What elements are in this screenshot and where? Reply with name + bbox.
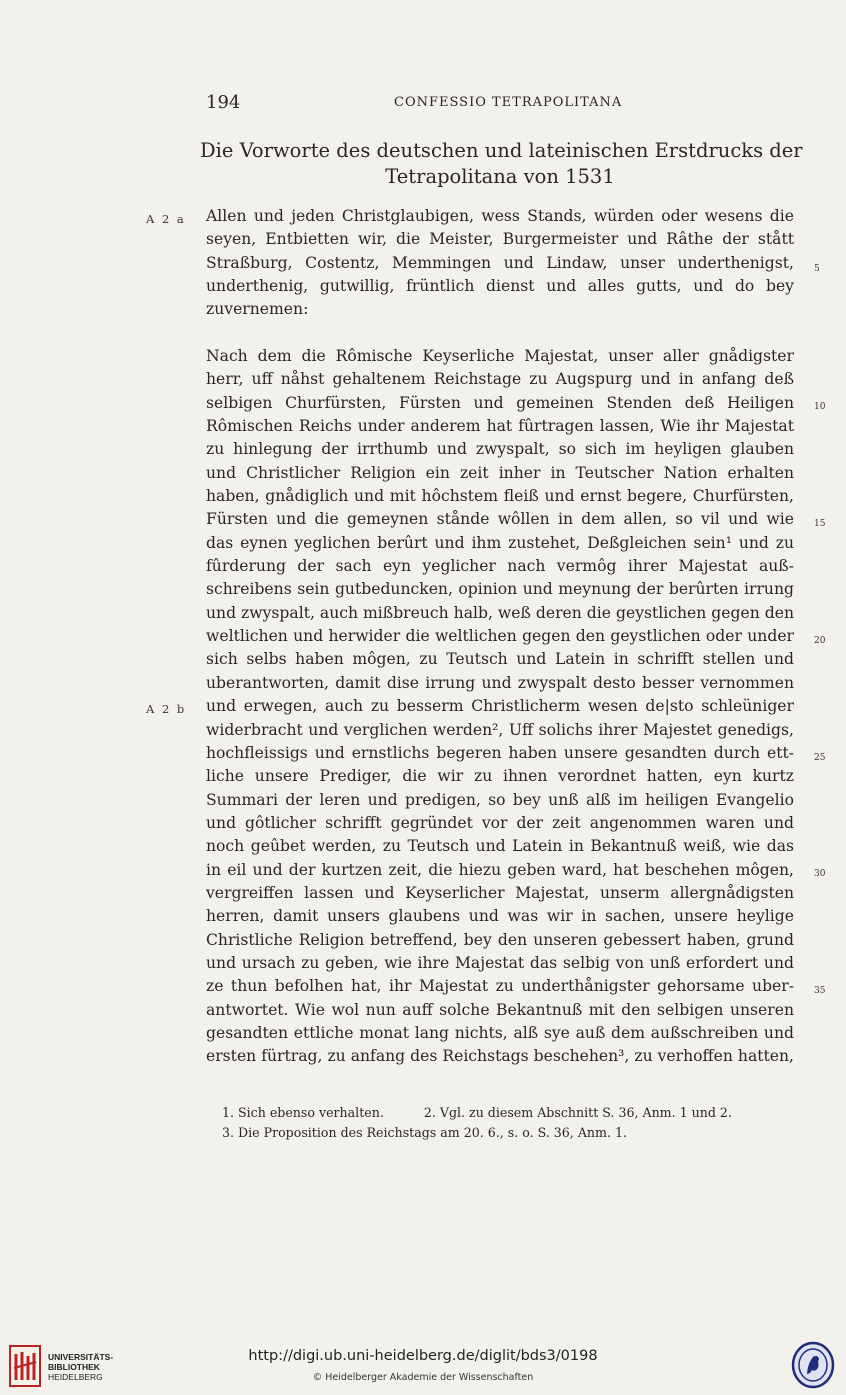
text-line: sich selbs haben môgen, zu Teutsch und Latein in schrifft stellen und: [206, 650, 794, 669]
text-line: und Christlicher Religion ein zeit inher in Teutscher Nation erhalten: [206, 463, 794, 482]
section-title-line-1: Die Vorworte des deutschen und lateinischen Erstdrucks der: [200, 139, 803, 162]
copyright-notice: © Heidelberger Akademie der Wissenschaften: [312, 1372, 534, 1383]
text-line: schreibens sein gutbeduncken, opinion und meynung der berûrten irrung: [206, 580, 794, 599]
line-number-10: 10: [814, 402, 826, 412]
text-line: Nach dem die Rômische Keyserliche Majestat, unser aller gnådigster: [206, 347, 794, 365]
viewer-footer: [0, 1340, 846, 1395]
text-line: noch geûbet werden, zu Teutsch und Latein in Bekantnuß weiß, wie das: [206, 837, 794, 856]
text-line: zuvernemen:: [206, 300, 309, 319]
text-line: herr, uff nåhst gehaltenem Reichstage zu Augspurg und in anfang deß: [206, 370, 794, 389]
text-line: fûrderung der sach eyn yeglicher nach vermôg ihrer Majestat auß-: [206, 557, 794, 576]
section-title-line-2: Tetrapolitana von 1531: [385, 165, 615, 188]
text-line: Straßburg, Costentz, Memmingen und Lindaw, unser underthenigst,: [206, 253, 794, 272]
running-header: [0, 92, 846, 114]
text-line: das eynen yeglichen berûrt und ihm zustehet, Deßgleichen sein¹ und zu: [206, 533, 794, 552]
text-line: Fürsten und die gemeynen stånde wôllen in dem allen, so vil und wie: [206, 510, 794, 529]
footnote-2: 2. Vgl. zu diesem Abschnitt S. 36, Anm. 1 und 2.: [423, 1105, 732, 1120]
margin-label-a2b: A 2 b: [146, 702, 187, 716]
text-line: und zwyspalt, auch mißbreuch halb, weß deren die geystlichen gegen den: [206, 603, 794, 622]
footnote-3: 3. Die Proposition des Reichstags am 20. 6., s. o. S. 36, Anm. 1.: [222, 1125, 627, 1140]
footnotes: [222, 1103, 802, 1143]
margin-label-a2a: A 2 a: [146, 212, 186, 226]
text-line: herren, damit unsers glaubens und was wir in sachen, unsere heylige: [206, 907, 794, 926]
text-line: hochfleissigs und ernstlichs begeren haben unsere gesandten durch ett-: [206, 743, 794, 762]
footnote-line: [222, 1103, 802, 1123]
paragraph-salutation: [206, 205, 794, 322]
footnote-1: 1. Sich ebenso verhalten.: [222, 1105, 384, 1120]
document-url-link[interactable]: http://digi.ub.uni-heidelberg.de/diglit/bds3/0198: [248, 1348, 598, 1364]
line-number-25: 25: [814, 753, 826, 763]
text-line: Summari der leren und predigen, so bey unß alß im heiligen Evangelio: [206, 790, 794, 809]
paragraph-main: [206, 345, 794, 1069]
page-number: 194: [206, 92, 241, 113]
text-line: liche unsere Prediger, die wir zu ihnen verordnet hatten, eyn kurtz: [206, 767, 794, 786]
text-line: Rômischen Reichs under anderem hat fûrtragen lassen, Wie ihr Majestat: [206, 417, 794, 436]
text-line: antwortet. Wie wol nun auff solche Bekantnuß mit den selbigen unseren: [206, 1000, 794, 1019]
text-line: ze thun befolhen hat, ihr Majestat zu underthånigster gehorsame uber-: [206, 977, 794, 996]
text-line: Allen und jeden Christglaubigen, wess Stands, würden oder wesens die: [206, 207, 794, 225]
text-line: und erwegen, auch zu besserm Christlicherm wesen de|sto schleüniger: [206, 697, 794, 716]
academy-seal-icon[interactable]: [790, 1340, 836, 1390]
line-number-5: 5: [814, 264, 820, 274]
text-line: seyen, Entbietten wir, die Meister, Burgermeister und Râthe der stått: [206, 230, 794, 249]
text-line: gesandten ettliche monat lang nichts, alß sye auß dem außschreiben und: [206, 1023, 794, 1042]
line-number-15: 15: [814, 519, 826, 529]
text-line: und ursach zu geben, wie ihre Majestat das selbig von unß erfordert und: [206, 953, 794, 972]
text-line: weltlichen und herwider die weltlichen gegen den geystlichen oder under: [206, 627, 794, 646]
text-line: Christliche Religion betreffend, bey den unseren gebessert haben, grund: [206, 930, 794, 949]
text-line: underthenig, gutwillig, früntlich dienst und alles gutts, und do bey: [206, 277, 794, 296]
library-name-line-1: UNIVERSITÄTS-: [48, 1352, 114, 1362]
text-line: und gôtlicher schrifft gegründet vor der zeit angenommen waren und: [206, 813, 794, 832]
text-line: uberantworten, damit dise irrung und zwyspalt desto besser vernommen: [206, 673, 794, 692]
library-name-line-3: HEIDELBERG: [48, 1372, 103, 1382]
text-line: ersten fürtrag, zu anfang des Reichstags beschehen³, zu verhoffen hatten,: [206, 1047, 794, 1066]
section-title: [200, 138, 803, 190]
running-title: CONFESSIO TETRAPOLITANA: [394, 95, 623, 110]
line-number-35: 35: [814, 986, 826, 996]
library-name-line-2: BIBLIOTHEK: [48, 1362, 100, 1372]
line-number-30: 30: [814, 869, 826, 879]
text-line: widerbracht und verglichen werden², Uff solichs ihrer Majestet genedigs,: [206, 720, 794, 739]
text-line: in eil und der kurtzen zeit, die hiezu geben ward, hat beschehen môgen,: [206, 860, 794, 879]
text-line: haben, gnådiglich und mit hôchstem fleiß und ernst begere, Churfürsten,: [206, 487, 794, 506]
text-line: selbigen Churfürsten, Fürsten und gemeinen Stenden deß Heiligen: [206, 393, 794, 412]
text-line: zu hinlegung der irrthumb und zwyspalt, so sich im heyligen glauben: [206, 440, 794, 459]
line-number-20: 20: [814, 636, 826, 646]
text-line: vergreiffen lassen und Keyserlicher Majestat, unserm allergnådigsten: [206, 883, 794, 902]
